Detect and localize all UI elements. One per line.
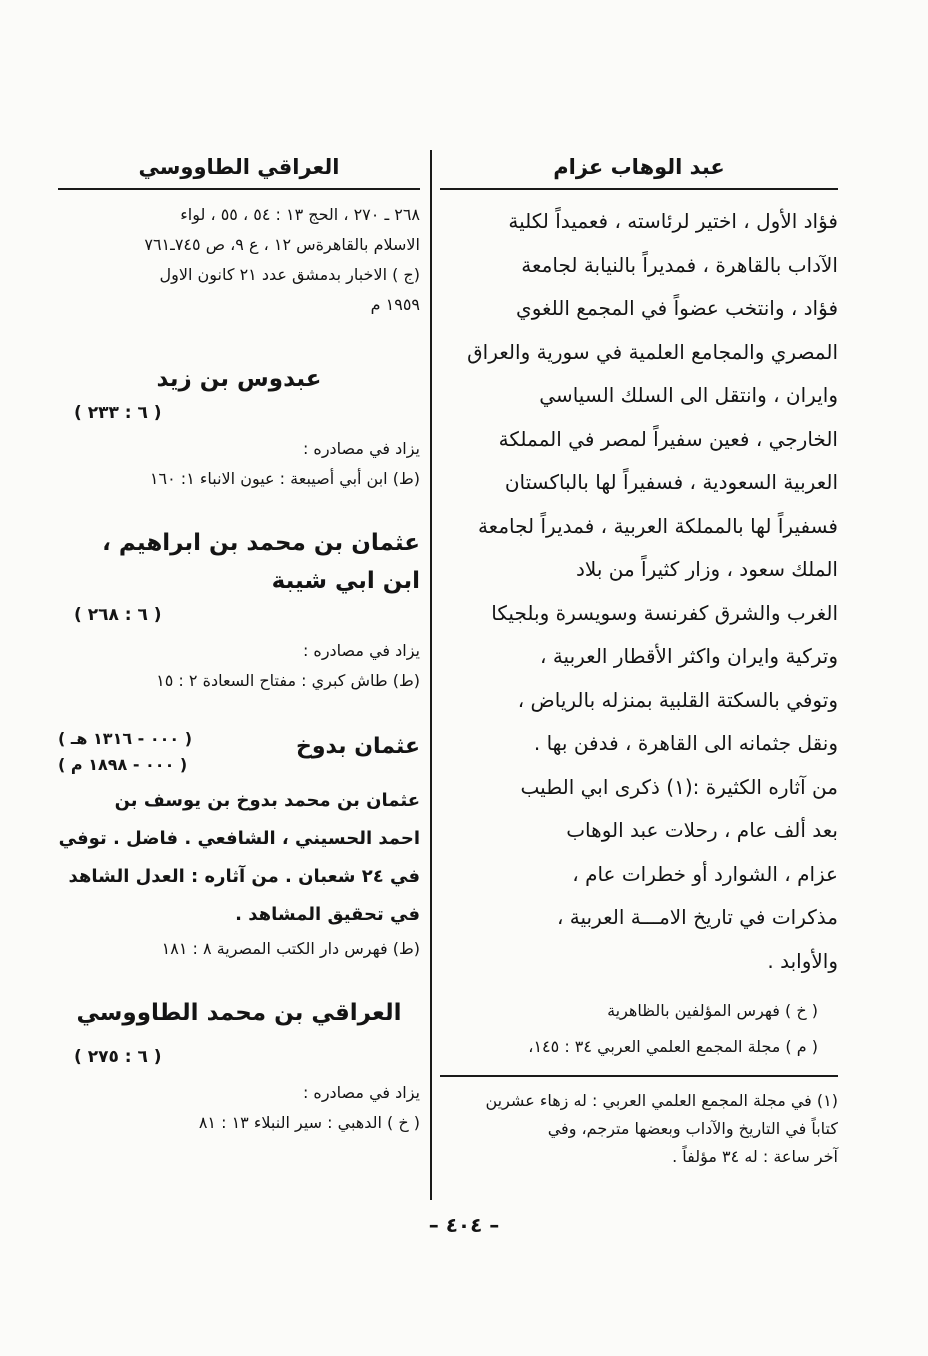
footnote-line: آخر ساعة : له ٣٤ مؤلفاً .	[672, 1146, 838, 1166]
dates-hijri: ( ٠٠٠ - ١٣١٦ هـ )	[58, 729, 193, 748]
continuation-line: الاسلام بالقاهرةس ١٢ ، ع ٩، ص ٧٤٥ـ٧٦١	[144, 235, 420, 254]
body-line: وايران ، وانتقل الى السلك السياسي	[539, 383, 838, 407]
running-head-right: عبد الوهاب عزام	[553, 155, 725, 179]
body-line: عثمان بن محمد بدوخ بن يوسف بن	[114, 790, 420, 811]
source-line: (ط) طاش كبري : مفتاح السعادة ٢ : ١٥	[156, 671, 420, 690]
entry-code: ( ٦ : ٢٦٨ )	[74, 605, 162, 625]
body-line: مذكرات في تاريخ الامـــة العربية ،	[556, 905, 838, 929]
body-line: الملك سعود ، وزار كثيراً من بلاد	[576, 557, 838, 581]
entry-uthman-ibn-abi-shayba	[58, 524, 420, 696]
added-sources-label: يزاد في مصادره :	[302, 439, 420, 458]
body-line: المصري والمجامع العلمية في سورية والعراق	[467, 339, 838, 364]
right-column	[440, 150, 838, 1171]
body-line: فؤاد الأول ، اختير لرئاسته ، فعميداً لكلية	[508, 209, 838, 233]
entry-title: عثمان بن محمد بن ابراهيم ، ابن ابي شيبة	[102, 530, 420, 594]
entry-code: ( ٦ : ٢٧٥ )	[74, 1047, 162, 1067]
entry-uthman-bodoukh	[58, 726, 420, 964]
body-line: عزام ، الشوارد أو خطرات عام ،	[572, 861, 838, 886]
body-line: الغرب والشرق كفرنسة وسويسرة وبلجيكا	[491, 600, 838, 625]
body-line: وتوفي بالسكتة القلبية بمنزله بالرياض ،	[517, 687, 838, 712]
body-line: العربية السعودية ، فسفيراً لها بالباكستان	[504, 470, 838, 494]
added-sources-label: يزاد في مصادره :	[302, 1083, 420, 1102]
page-number: – ٤٠٤ –	[428, 1213, 500, 1237]
body-line: احمد الحسيني ، الشافعي . فاضل . توفي	[58, 828, 420, 849]
entry-title: العراقي بن محمد الطاووسي	[76, 1000, 402, 1026]
body-line: الآداب بالقاهرة ، فمديراً بالنيابة لجامعة	[521, 252, 838, 277]
left-column	[58, 150, 420, 1138]
continuation-line: ٢٦٨ ـ ٢٧٠ ، الحج ١٣ : ٥٤ ، ٥٥ ، لواء	[180, 205, 420, 224]
added-sources-label: يزاد في مصادره :	[302, 641, 420, 660]
entry-body	[58, 782, 420, 934]
continuation-line: (ج ) الاخبار بدمشق عدد ٢١ كانون الاول	[159, 265, 420, 284]
body-line: في ٢٤ شعبان . من آثاره : العدل الشاهد	[68, 866, 420, 887]
source-line: (ط) ابن أبي أصيبعة : عيون الانباء ١: ١٦٠	[149, 469, 420, 488]
entry-code: ( ٦ : ٢٣٣ )	[74, 403, 162, 423]
dates-gregorian: ( ٠٠٠ - ١٨٩٨ م )	[58, 755, 188, 774]
entry-title: عثمان بدوخ	[296, 734, 420, 759]
footnote-rule	[440, 1075, 838, 1077]
entry-header	[58, 726, 420, 782]
running-head-left: العراقي الطاووسي	[138, 155, 340, 179]
entry-abdus	[58, 360, 420, 494]
body-line: والأوابد .	[767, 948, 838, 973]
entry-iraqi-tawusi	[58, 994, 420, 1138]
reference-line: ( خ ) فهرس المؤلفين بالظاهرية	[607, 1001, 818, 1020]
header-rule-left	[58, 188, 420, 190]
header-rule-right	[440, 188, 838, 190]
source-line: (ط) فهرس دار الكتب المصرية ٨ : ١٨١	[161, 939, 420, 958]
footnote-line: (١) في مجلة المجمع العلمي العربي : له زهاء عشرين	[485, 1090, 838, 1110]
body-line: بعد ألف عام ، رحلات عبد الوهاب	[566, 818, 838, 842]
continuation-line: ١٩٥٩ م	[370, 295, 420, 314]
article-body	[440, 200, 838, 983]
body-line: في تحقيق المشاهد .	[235, 904, 420, 925]
body-line: الخارجي ، فعين سفيراً لمصر في المملكة	[498, 426, 838, 451]
body-line: فؤاد ، وانتخب عضواً في المجمع اللغوي	[516, 296, 838, 320]
body-line: وتركية وايران واكثر الأقطار العربية ،	[540, 644, 838, 668]
body-line: ونقل جثمانه الى القاهرة ، فدفن بها .	[533, 731, 838, 755]
footnote-line: كتاباً في التاريخ والآداب وبعضها مترجم، وفي	[547, 1118, 838, 1138]
reference-line: ( م ) مجلة المجمع العلمي العربي ٣٤ : ١٤٥،	[528, 1037, 818, 1056]
source-line: ( خ ) الدهبي : سير النبلاء ١٣ : ٨١	[198, 1113, 420, 1132]
entry-dates	[58, 726, 192, 778]
footnote	[440, 1087, 838, 1171]
entry-title: عبدوس بن زيد	[156, 366, 322, 392]
column-divider	[430, 150, 432, 1200]
body-line: فسفيراً لها بالمملكة العربية ، فمديراً لجامعة	[477, 513, 838, 538]
body-line: من آثاره الكثيرة :(١) ذكرى ابي الطيب	[520, 774, 838, 799]
